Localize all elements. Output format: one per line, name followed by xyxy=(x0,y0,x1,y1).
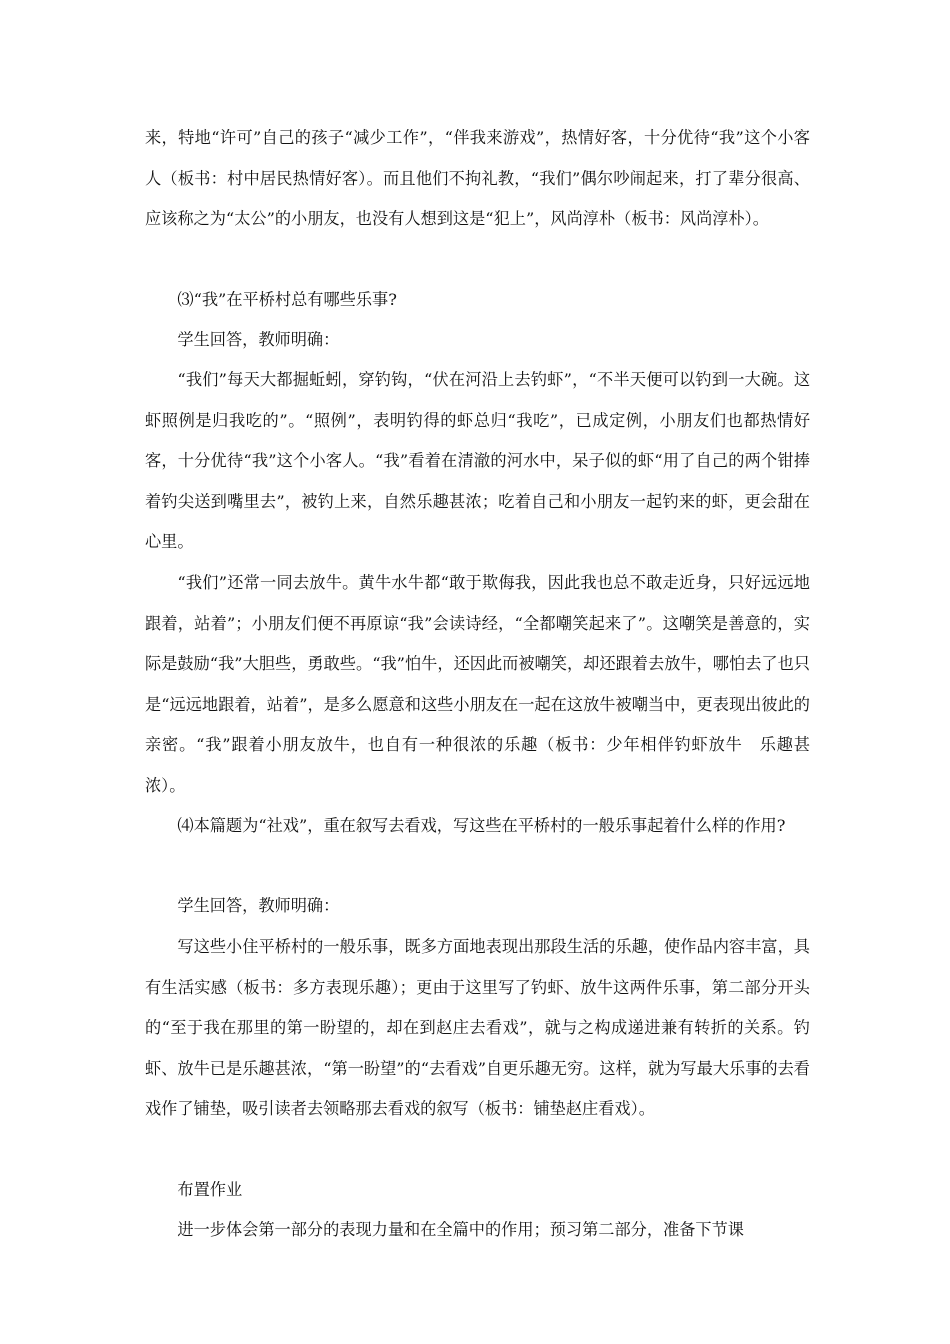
question-4: ⑷本篇题为“社戏”，重在叙写去看戏，写这些在平桥村的一般乐事起着什么样的作用? xyxy=(177,816,786,835)
homework-heading: 布置作业 xyxy=(177,1180,243,1199)
homework-text: 进一步体会第一部分的表现力量和在全篇中的作用；预习第二部分，准备下节课 xyxy=(177,1220,744,1239)
paragraph-continued: 来，特地“许可”自己的孩子“减少工作”，“伴我来游戏”，热情好客，十分优待“我”这个小客人（板书：村中居民热情好客）。而且他们不拘礼教，“我们”偶尔吵闹起来，打了辈分很高、应该称之为“太公”的小朋友，也没有人想到这是“犯上”，风尚淳朴（板书：风尚淳朴）。 xyxy=(145,128,810,228)
paragraph-cattle: “我们”还常一同去放牛。黄牛水牛都“敢于欺侮我，因此我也总不敢走近身，只好远远地跟着，站着”；小朋友们便不再原谅“我”会读诗经，“全都嘲笑起来了”。这嘲笑是善意的，实际是鼓励“我”大胆些，勇敢些。“我”怕牛，还因此而被嘲笑，却还跟着去放牛，哪怕去了也只是“远远地跟着，站着”，是多么愿意和这些小朋友在一起在这放牛被嘲当中，更表现出彼此的亲密。“我”跟着小朋友放牛，也自有一种很浓的乐趣（板书：少年相伴钓虾放牛 乐趣甚浓）。 xyxy=(145,573,810,795)
question-3: ⑶“我”在平桥村总有哪些乐事? xyxy=(177,290,397,309)
paragraph-fishing: “我们”每天大都掘蚯蚓，穿钓钩，“伏在河沿上去钓虾”，“不半天便可以钓到一大碗。这虾照例是归我吃的”。“照例”，表明钓得的虾总归“我吃”，已成定例，小朋友们也都热情好客，十分优待“我”这个小客人。“我”看着在清澈的河水中，呆子似的虾“用了自己的两个钳捧着钓尖送到嘴里去”，被钓上来，自然乐趣甚浓；吃着自己和小朋友一起钓来的虾，更会甜在心里。 xyxy=(145,370,810,551)
paragraph-explanation: 写这些小住平桥村的一般乐事，既多方面地表现出那段生活的乐趣，使作品内容丰富，具有生活实感（板书：多方表现乐趣）；更由于这里写了钓虾、放牛这两件乐事，第二部分开头的“至于我在那里的第一盼望的，却在到赵庄去看戏”，就与之构成递进兼有转折的关系。钓虾、放牛已是乐趣甚浓，“第一盼望”的“去看戏”自更乐趣无穷。这样，就为写最大乐事的去看戏作了铺垫，吸引读者去领略那去看戏的叙写（板书：铺垫赵庄看戏）。 xyxy=(145,937,810,1118)
answer-label: 学生回答，教师明确： xyxy=(177,896,340,915)
answer-label: 学生回答，教师明确： xyxy=(177,330,340,349)
